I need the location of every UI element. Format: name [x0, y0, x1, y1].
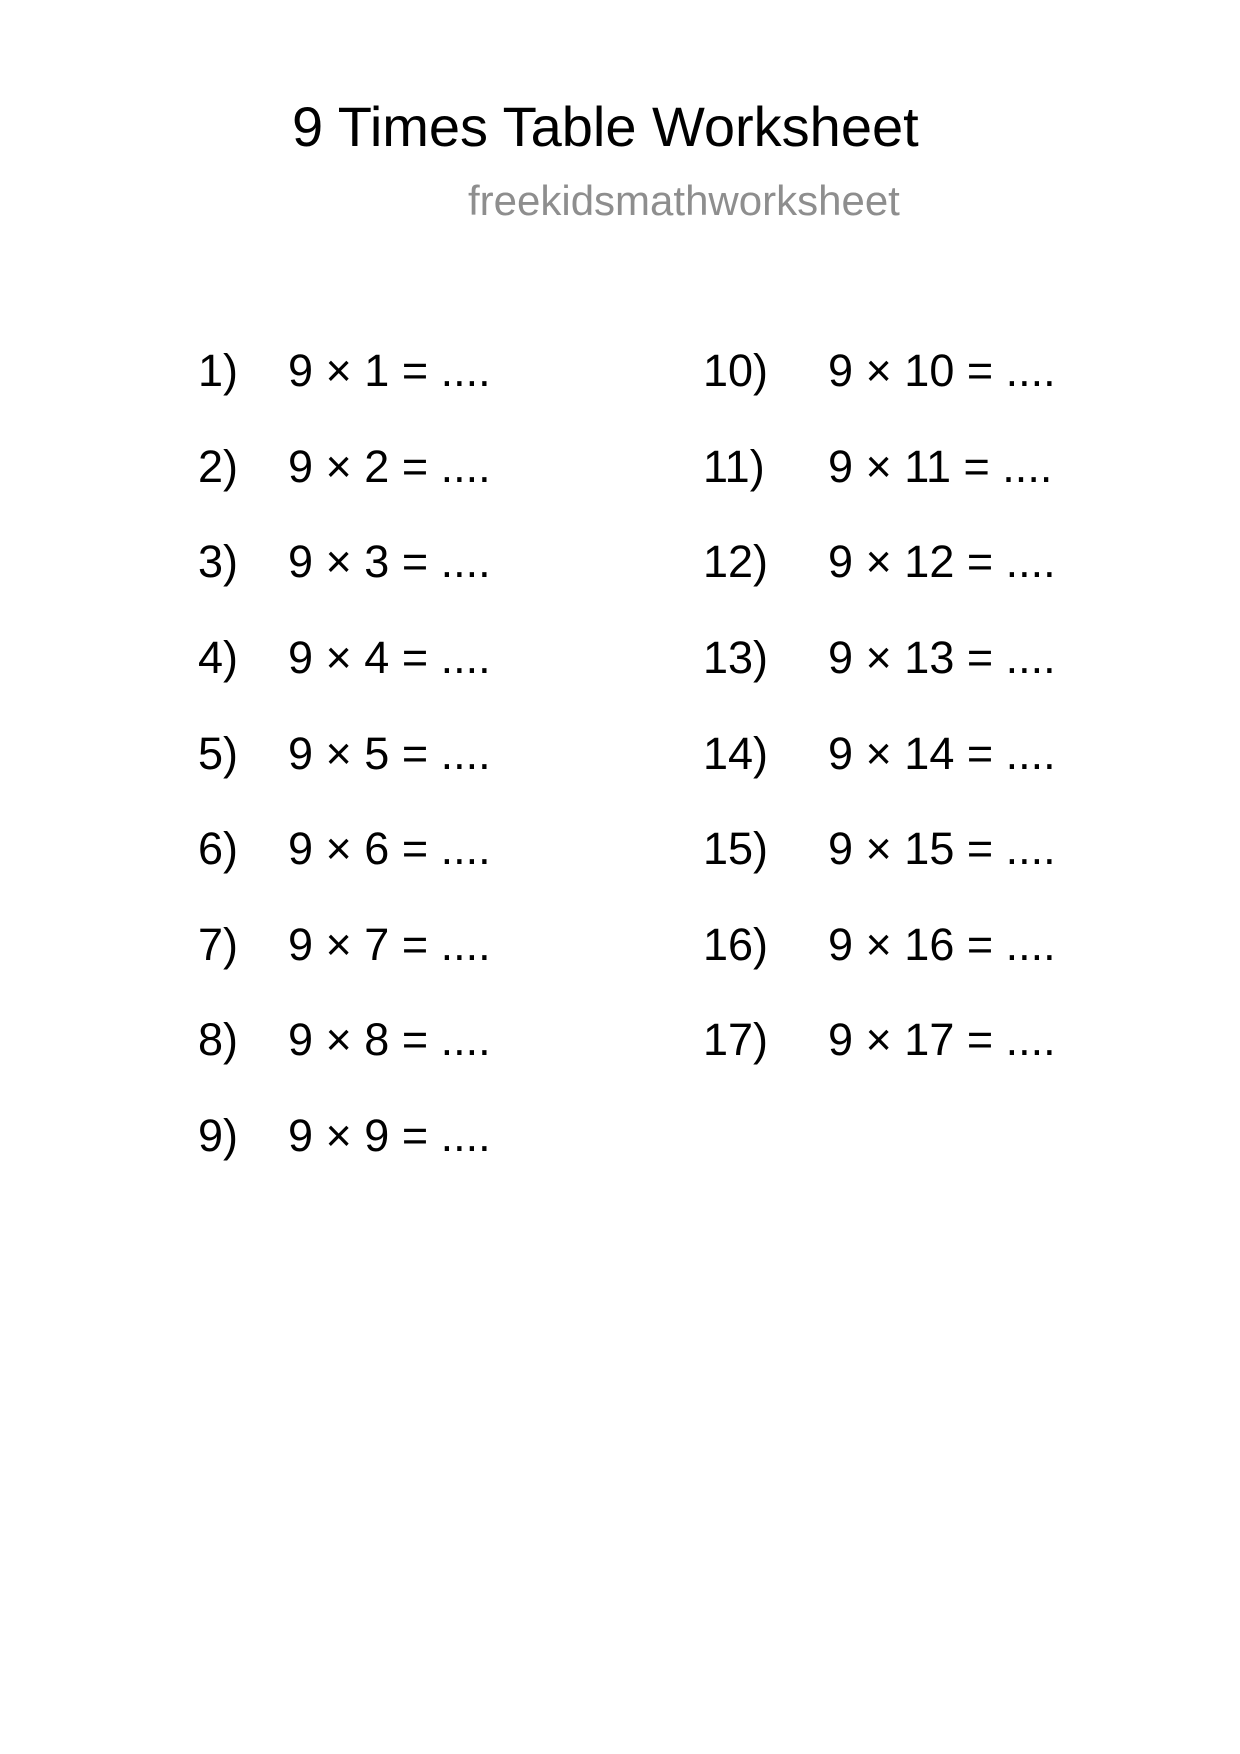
problem-expression: 9 × 14 = ....	[828, 727, 1056, 779]
problem-expression: 9 × 7 = ....	[288, 918, 491, 970]
page-title: 9 Times Table Worksheet	[292, 95, 919, 158]
problem-number: 1)	[198, 345, 239, 397]
problems-right-column	[703, 323, 1056, 1088]
problem-expression: 9 × 9 = ....	[288, 1110, 491, 1162]
problem-row	[703, 705, 1056, 801]
problem-row	[703, 897, 1056, 993]
problem-expression: 9 × 13 = ....	[828, 632, 1056, 684]
problem-row	[703, 514, 1056, 610]
problem-row	[198, 897, 491, 993]
problem-row	[198, 419, 491, 515]
problem-expression: 9 × 2 = ....	[288, 440, 491, 492]
problem-row	[198, 705, 491, 801]
problem-expression: 9 × 16 = ....	[828, 918, 1056, 970]
problem-expression: 9 × 12 = ....	[828, 536, 1056, 588]
problem-number: 14)	[703, 727, 769, 779]
problem-row	[703, 992, 1056, 1088]
problem-number: 3)	[198, 536, 239, 588]
problem-number: 2)	[198, 440, 239, 492]
problem-number: 9)	[198, 1110, 239, 1162]
page-subtitle: freekidsmathworksheet	[468, 177, 900, 224]
problem-expression: 9 × 8 = ....	[288, 1014, 491, 1066]
problem-row	[703, 801, 1056, 897]
problem-expression: 9 × 5 = ....	[288, 727, 491, 779]
problem-row	[198, 323, 491, 419]
problem-row	[198, 514, 491, 610]
problem-number: 11)	[703, 440, 765, 492]
problem-number: 17)	[703, 1014, 769, 1066]
problem-row	[198, 992, 491, 1088]
problem-expression: 9 × 11 = ....	[828, 440, 1053, 492]
problem-row	[198, 610, 491, 706]
problem-expression: 9 × 4 = ....	[288, 632, 491, 684]
problem-number: 15)	[703, 823, 769, 875]
problem-number: 6)	[198, 823, 239, 875]
problem-expression: 9 × 6 = ....	[288, 823, 491, 875]
problem-row	[703, 419, 1056, 515]
problem-row	[198, 801, 491, 897]
problem-number: 5)	[198, 727, 239, 779]
problem-expression: 9 × 10 = ....	[828, 345, 1056, 397]
problems-left-column	[198, 323, 491, 1183]
problem-number: 16)	[703, 918, 769, 970]
problem-number: 10)	[703, 345, 769, 397]
problem-expression: 9 × 3 = ....	[288, 536, 491, 588]
problem-number: 13)	[703, 632, 769, 684]
problem-number: 8)	[198, 1014, 239, 1066]
problem-number: 12)	[703, 536, 769, 588]
problem-number: 7)	[198, 918, 239, 970]
problem-number: 4)	[198, 632, 239, 684]
problem-row	[198, 1088, 491, 1184]
problem-expression: 9 × 15 = ....	[828, 823, 1056, 875]
problem-row	[703, 610, 1056, 706]
problem-row	[703, 323, 1056, 419]
problem-expression: 9 × 1 = ....	[288, 345, 491, 397]
problem-expression: 9 × 17 = ....	[828, 1014, 1056, 1066]
